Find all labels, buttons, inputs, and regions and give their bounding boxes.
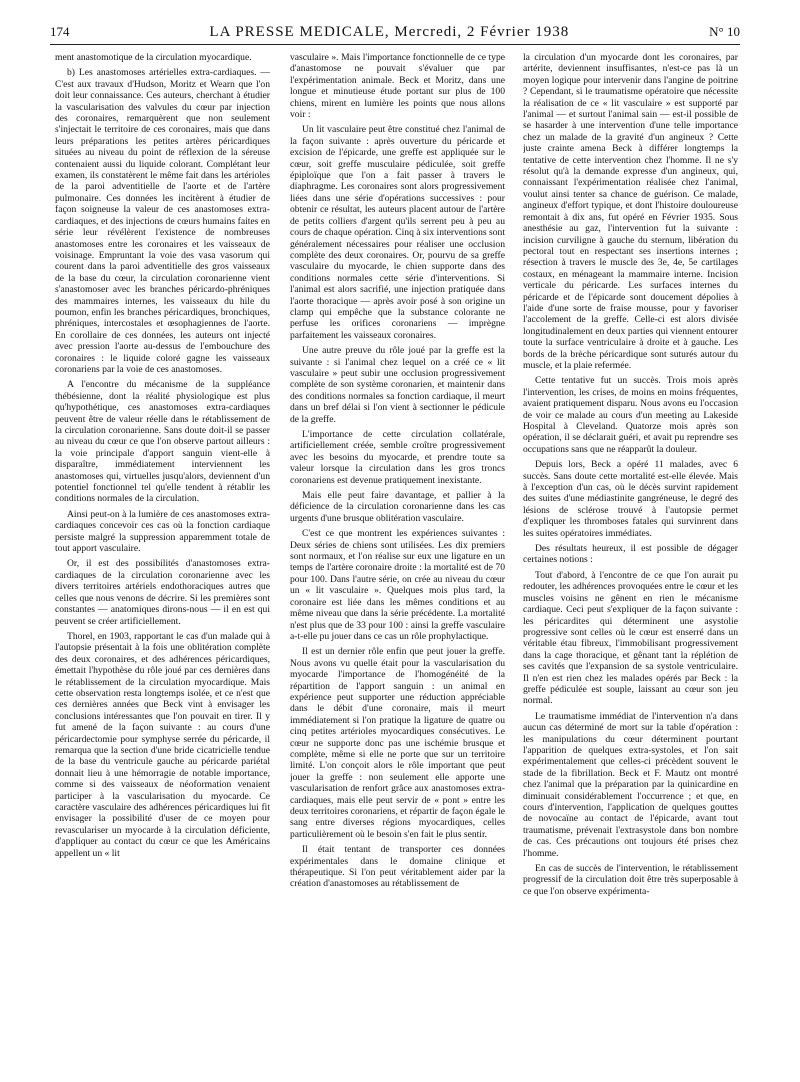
paragraph: Il est un dernier rôle enfin que peut jouer la greffe. Nous avons vu quelle était pour la vascularisation du myocarde l'importance de l'homogénéité de la répartition de l'apport sanguin : un animal en expérience peut supporter une réduction appréciable dans le débit d'une coronaire, mais il meurt immédiatement si l'on pratique la ligature de quatre ou cinq petites artérioles myocardiques consécutives. Le cœur ne supporte donc pas une ischémie brusque et complète, même si elle ne porte que sur un territoire limité. L'on conçoit alors le rôle important que peut jouer la greffe : non seulement elle apporte une vascularisation de renfort grâce aux anastomoses extra-cardiaques, mais elle peut servir de « pont » entre les deux territoires coronariens, et répartir de façon égale le sang entre diverses régions myocardiques, celles particulièrement où le besoin s'en fait le plus sentir. bbox=[290, 646, 505, 840]
paragraph: la circulation d'un myocarde dont les coronaires, par artérite, deviennent insuffisantes, n'est-ce pas là un moyen logique pour intervenir dans l'angine de poitrine ? Cependant, si le traumatisme opératoire que nécessite la réalisation de ce « lit vasculaire » est supporté par l'animal — et surtout l'animal sain — est-il possible de se hasarder à une intervention d'une telle importance chez un malade de la gravité d'un angineux ? Cette juste crainte amena Beck à différer longtemps la tentative de cette intervention chez l'homme. Il ne s'y résolut qu'à la demande expresse d'un angineux, qui, connaissant l'expérimentation réalisée chez l'animal, voulut ainsi tenter sa chance de guérison. Ce malade, angineux d'effort typique, et dont l'histoire douloureuse remontait à dix ans, fut opéré en Février 1935. Sous anesthésie au gaz, l'intervention fut la suivante : incision curviligne à gauche du sternum, libération du pectoral tout en respectant ses insertions internes ; résection à travers le muscle des 3e, 4e, 5e cartilages costaux, en ménageant la mammaire interne. Incision verticale du péricarde. Les surfaces internes du péricarde et de l'épicarde sont doucement dépolies à l'aide d'une sorte de fraise mousse, pour y favoriser l'accolement de la greffe. Celle-ci est alors divisée longitudinalement en deux parties qui viennent entourer toute la surface ventriculaire à droite et à gauche. Les bords de la brèche péricardique sont suturés autour du muscle, et la plaie refermée. bbox=[523, 52, 738, 371]
paragraph: Thorel, en 1903, rapportant le cas d'un malade qui à l'autopsie présentait à la fois une oblitération complète des deux coronaires, et des adhérences péricardiques, émettait l'hypothèse du rôle joué par ces dernières dans le rétablissement de la circulation myocardique. Mais cette observation resta longtemps isolée, et ce n'est que ces dernières années que Beck vint à envisager les conclusions intéressantes que l'on pouvait en tirer. Il y fut amené de la façon suivante : au cours d'une péricardectomie pour symphyse serrée du péricarde, il remarqua que la section d'une bride cicatricielle tendue de la base du ventricule gauche au péricarde pariétal donnait lieu à une hémorragie de notable importance, comme si des vaisseaux de néoformation venaient participer à la vascularisation du myocarde. Ce caractère vasculaire des adhérences péricardiques lui fit envisager la possibilité d'user de ce moyen pour revasculariser un myocarde à la circulation déficiente, d'appliquer au contact du cœur ce que les Américains appellent un « lit bbox=[55, 630, 270, 859]
paragraph: Des résultats heureux, il est possible de dégager certaines notions : bbox=[523, 543, 738, 566]
paragraph: Un lit vasculaire peut être constitué chez l'animal de la façon suivante : après ouverture du péricarde et excision de l'épicarde, une greffe est appliquée sur le cœur, soit greffe musculaire pédiculée, soit greffe épiploïque que l'on a fait passer à travers le diaphragme. Les coronaires sont alors progressivement liées dans une série d'opérations successives : pour obtenir ce résultat, les auteurs placent autour de l'artère de petits colliers d'argent qu'ils serrent peu à peu au cours de chaque opération. Cinq à six interventions sont généralement nécessaires pour réaliser une occlusion complète des deux coronaires. Or, pourvu de sa greffe vasculaire du myocarde, le chien supporte dans des conditions normales cette série d'interventions. Si l'animal est alors sacrifié, une injection pratiquée dans l'aorte thoracique — après avoir posé à son origine un clamp qui empêche que la substance colorante ne perfuse les orifices coronariens — imprègne parfaitement les vaisseaux coronaires. bbox=[290, 124, 505, 341]
page-number: 174 bbox=[50, 24, 70, 39]
header-rule bbox=[50, 44, 740, 45]
paragraph: Depuis lors, Beck a opéré 11 malades, avec 6 succès. Sans doute cette mortalité est-elle élevée. Mais à l'exception d'un cas, où le décès survint rapidement des suites d'une médiastinite gangréneuse, le degré des lésions de sclérose trouvé à l'autopsie permet d'expliquer les thromboses fatales qui survinrent dans les suites opératoires immédiates. bbox=[523, 459, 738, 539]
text-column-1 bbox=[55, 52, 270, 1062]
paragraph: Ainsi peut-on à la lumière de ces anastomoses extra-cardiaques concevoir ces cas où la fonction cardiaque persiste malgré la suppression apparemment totale de tout apport vasculaire. bbox=[55, 508, 270, 555]
paragraph: Or, il est des possibilités d'anastomoses extra-cardiaques de la circulation coronarienne avec les divers territoires artériels endothoraciques autres que celles que nous venons de décrire. Si les premières sont constantes — anatomiques dirons-nous — il en est qui peuvent se créer artificiellement. bbox=[55, 558, 270, 627]
issue-number: N° 10 bbox=[709, 24, 740, 39]
paragraph: vasculaire ». Mais l'importance fonctionnelle de ce type d'anastomose ne pouvait s'évaluer que par l'expérimentation animale. Beck et Moritz, dans une longue et minutieuse étude portant sur plus de 100 chiens, mirent en lumière les points que nous allons voir : bbox=[290, 52, 505, 121]
paragraph: Le traumatisme immédiat de l'intervention n'a dans aucun cas déterminé de mort sur la table d'opération : les manipulations du cœur déterminent pourtant l'apparition de quelques extra-systoles, et l'on sait expérimentalement que celles-ci précèdent souvent le stade de la fibrillation. Beck et F. Mautz ont montré chez l'animal que la préparation par la quinicardine en diminuait considérablement l'occurrence ; et que, en cours d'intervention, l'application de quelques gouttes de novocaïne au contact de l'épicarde, avant tout traumatisme, prévenait l'extrasystole dans bon nombre de cas. Ces précautions ont toujours été prises chez l'homme. bbox=[523, 710, 738, 859]
paragraph: A l'encontre du mécanisme de la suppléance thébésienne, dont la réalité physiologique est plus qu'hypothétique, ces anastomoses extra-cardiaques peuvent être de valeur réelle dans le rétablissement de la circulation coronarienne. Sans doute doit-il se passer au niveau du cœur ce que l'on observe partout ailleurs : la voie principale d'apport sanguin vient-elle à disparaître, immédiatement interviennent les anastomoses qui, virtuelles jusqu'alors, deviennent d'un potentiel fonctionnel tel qu'elle tendent à rétablir les conditions normales de la circulation. bbox=[55, 379, 270, 505]
page-header bbox=[50, 20, 740, 44]
paragraph: ment anastomotique de la circulation myocardique. bbox=[55, 52, 252, 63]
paragraph: Il était tentant de transporter ces données expérimentales dans le domaine clinique et thérapeutique. Si l'on peut véritablement aider par la création d'anastomoses au rétablissement de bbox=[290, 844, 505, 890]
paragraph: L'importance de cette circulation collatérale, artificiellement créée, semble croître progressivement avec les besoins du myocarde, et prendre toute sa valeur lorsque la circulation dans les gros troncs coronariens est devenue pratiquement inexistante. bbox=[290, 429, 505, 486]
paragraph: Tout d'abord, à l'encontre de ce que l'on aurait pu redouter, les adhérences provoquées entre le cœur et les muscles voisins ne gênent en rien le mécanisme cardiaque. Ceci peut s'expliquer de la façon suivante : les péricardites qui déterminent une asystolie progressive sont celles où le cœur est enserré dans un véritable étau fibreux, l'immobilisant progressivement dans la cage thoracique, et gênant tant la réplétion de ses cavités que l'expansion de sa systole ventriculaire. Il n'en est rien chez les malades opérés par Beck : la greffe pédiculée est souple, laissant au cœur son jeu normal. bbox=[523, 569, 738, 707]
text-column-3 bbox=[523, 52, 738, 1062]
paragraph: Une autre preuve du rôle joué par la greffe est la suivante : si l'animal chez lequel on a créé ce « lit vasculaire » peut subir une occlusion progressivement complète de son système coronarien, et maintenir dans des conditions normales sa fonction cardiaque, il meurt dans un bref délai si l'on vient à sectionner le pédicule de la greffe. bbox=[290, 345, 505, 425]
paragraph: b) Les anastomoses artérielles extra-cardiaques. — C'est aux travaux d'Hudson, Moritz et Wearn que l'on doit leur connaissance. Ces auteurs, cherchant à étudier la vascularisation des valvules du cœur par injection des coronaires, remarquèrent que non seulement s'injectait le territoire de ces coronaires, mais que dans leurs préparations les petites artères péricardiques situées au niveau du point de réflexion de la séreuse contenaient aussi du liquide colorant. Complétant leur examen, ils constatèrent le même fait dans les artérioles de la paroi adventitielle de l'aorte et de l'artère pulmonaire. Ces données les incitèrent à étudier de façon soigneuse la valeur de ces anastomoses extra-cardiaques, et des injections de cœurs humains faites en série leur révélèrent l'existence de nombreuses anastomoses entre les coronaires et les vaisseaux de voisinage. Empruntant la voie des vasa vasorum qui courent dans la paroi adventitielle des gros vaisseaux de la base du cœur, la circulation coronarienne vient s'anastomoser avec les branches péricardo-phréniques des mammaires internes, les vaisseaux du hile du poumon, enfin les branches péricardiques, bronchiques, phréniques, intercostales et œsophagiennes de l'aorte. En corollaire de ces données, les auteurs ont injecté avec pression l'aorte au-dessus de l'embouchure des coronaires : le liquide coloré gagne les vaisseaux coronariens par la voie de ces anastomoses. bbox=[55, 67, 270, 375]
paragraph: Cette tentative fut un succès. Trois mois après l'intervention, les crises, de moins en moins fréquentes, avaient pratiquement disparu. Nous avons eu l'occasion de voir ce malade au cours d'un meeting au Lakeside Hospital à Cleveland. Quatorze mois après son opération, il se déclarait guéri, et avait pu reprendre ses occupations sans que ne réapparût la douleur. bbox=[523, 375, 738, 455]
text-column-2 bbox=[290, 52, 505, 1062]
paragraph: Mais elle peut faire davantage, et pallier à la déficience de la circulation coronarienne dans les cas urgents d'une brusque oblitération vasculaire. bbox=[290, 490, 505, 524]
journal-title: LA PRESSE MEDICALE, Mercredi, 2 Février 1938 bbox=[209, 23, 570, 40]
paragraph: C'est ce que montrent les expériences suivantes : Deux séries de chiens sont utilisées. Les dix premiers sont normaux, et l'on réalise sur eux une ligature en un temps de l'artère coronaire droite : la mortalité est de 70 pour 100. Dans l'autre série, on crée au niveau du cœur un « lit vasculaire ». Quelques mois plus tard, la coronaire est liée dans les mêmes conditions et au même niveau que dans la série précédente. La mortalité n'est plus que de 33 pour 100 : ainsi la greffe vasculaire a-t-elle pu jouer dans ce cas un rôle prophylactique. bbox=[290, 528, 505, 642]
paragraph: En cas de succès de l'intervention, le rétablissement progressif de la circulation doit être très superposable à ce que l'on observe expérimenta- bbox=[523, 863, 738, 897]
